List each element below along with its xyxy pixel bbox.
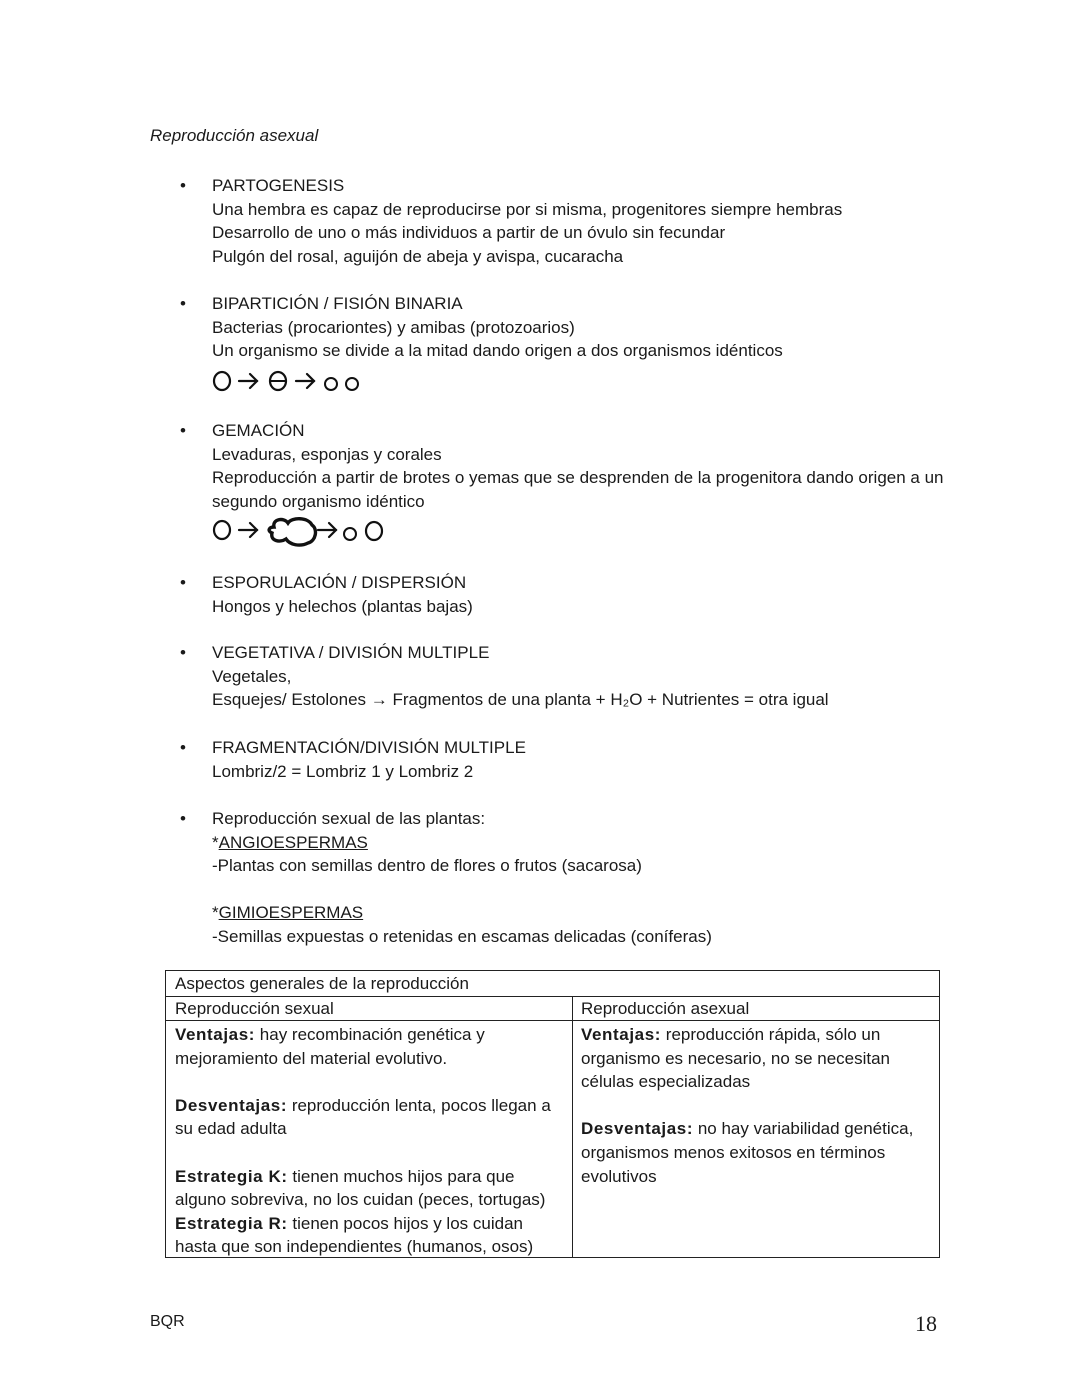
item-line: Reproducción a partir de brotes o yemas que se desprenden de la progenitora dando origen a un segundo organismo idéntico xyxy=(212,468,944,511)
section-title: Reproducción asexual xyxy=(150,126,319,145)
item-title: BIPARTICIÓN / FISIÓN BINARIA xyxy=(212,294,463,313)
ventajas-sexual: Ventajas: hay recombinación genética y mejoramiento del material evolutivo. xyxy=(175,1025,485,1068)
column-asexual xyxy=(572,1021,939,1257)
item-line: Un organismo se divide a la mitad dando origen a dos organismos idénticos xyxy=(212,341,783,361)
item-line: Bacterias (procariontes) y amibas (protozoarios) xyxy=(212,317,575,337)
column-header-sexual: Reproducción sexual xyxy=(166,996,572,1021)
desventajas-sexual: Desventajas: reproducción lenta, pocos llegan a su edad adulta xyxy=(175,1095,551,1139)
bullet: • xyxy=(180,294,186,313)
asterisk: * xyxy=(212,903,219,923)
bullet: • xyxy=(180,573,186,592)
gimnospermas-heading xyxy=(212,901,972,925)
item-title: PARTOGENESIS xyxy=(212,176,345,195)
binary-fission-diagram xyxy=(212,367,972,401)
item-line: Vegetales, xyxy=(212,666,292,686)
gimnospermas-label: GIMIOESPERMAS xyxy=(218,903,364,923)
asterisk: * xyxy=(212,832,219,852)
desventajas-asexual: Desventajas: no hay variabilidad genética, organismos menos exitosos en términos evolutivos xyxy=(581,1119,914,1186)
item-title: FRAGMENTACIÓN/DIVISIÓN MULTIPLE xyxy=(212,738,526,757)
bullet: • xyxy=(180,738,186,757)
item-title: ESPORULACIÓN / DISPERSIÓN xyxy=(212,573,467,592)
bullet: • xyxy=(180,643,186,662)
page-number: 18 xyxy=(915,1311,937,1336)
item-line: Una hembra es capaz de reproducirse por si misma, progenitores siempre hembras xyxy=(212,199,843,219)
item-line: -Semillas expuestas o retenidas en escamas delicadas (coníferas) xyxy=(212,926,712,946)
column-sexual xyxy=(166,1021,572,1257)
footer-initials: BQR xyxy=(150,1313,185,1330)
angiospermas-label: ANGIOESPERMAS xyxy=(218,832,368,852)
angiospermas-heading xyxy=(212,831,972,855)
item-title: GEMACIÓN xyxy=(212,421,305,440)
column-header-asexual: Reproducción asexual xyxy=(572,996,939,1021)
ventajas-asexual: Ventajas: reproducción rápida, sólo un organismo es necesario, no se necesitan células especializadas xyxy=(581,1025,891,1092)
item-line: Lombriz/2 = Lombriz 1 y Lombriz 2 xyxy=(212,761,474,781)
item-line: -Plantas con semillas dentro de flores o frutos (sacarosa) xyxy=(212,856,642,876)
item-line: Hongos y helechos (plantas bajas) xyxy=(212,596,473,616)
item-line: Pulgón del rosal, aguijón de abeja y avispa, cucaracha xyxy=(212,246,624,266)
bullet: • xyxy=(180,809,186,828)
estrategia-r: Estrategia R: tienen pocos hijos y los cuidan hasta que son independientes (humanos, osos) xyxy=(175,1213,534,1257)
item-line: Levaduras, esponjas y corales xyxy=(212,444,442,464)
item-title: VEGETATIVA / DIVISIÓN MULTIPLE xyxy=(212,643,490,662)
item-title: Reproducción sexual de las plantas: xyxy=(212,809,486,828)
budding-diagram xyxy=(212,517,972,551)
estrategia-k: Estrategia K: tienen muchos hijos para que alguno sobreviva, no los cuidan (peces, tortugas) xyxy=(175,1166,546,1210)
item-line: Esquejes/ Estolones → Fragmentos de una planta + H₂O + Nutrientes = otra igual xyxy=(212,690,829,710)
reproduction-table xyxy=(165,970,940,1258)
bullet: • xyxy=(180,421,186,440)
bullet: • xyxy=(180,176,186,195)
item-line: Desarrollo de uno o más individuos a partir de un óvulo sin fecundar xyxy=(212,223,726,243)
table-title: Aspectos generales de la reproducción xyxy=(166,971,939,997)
